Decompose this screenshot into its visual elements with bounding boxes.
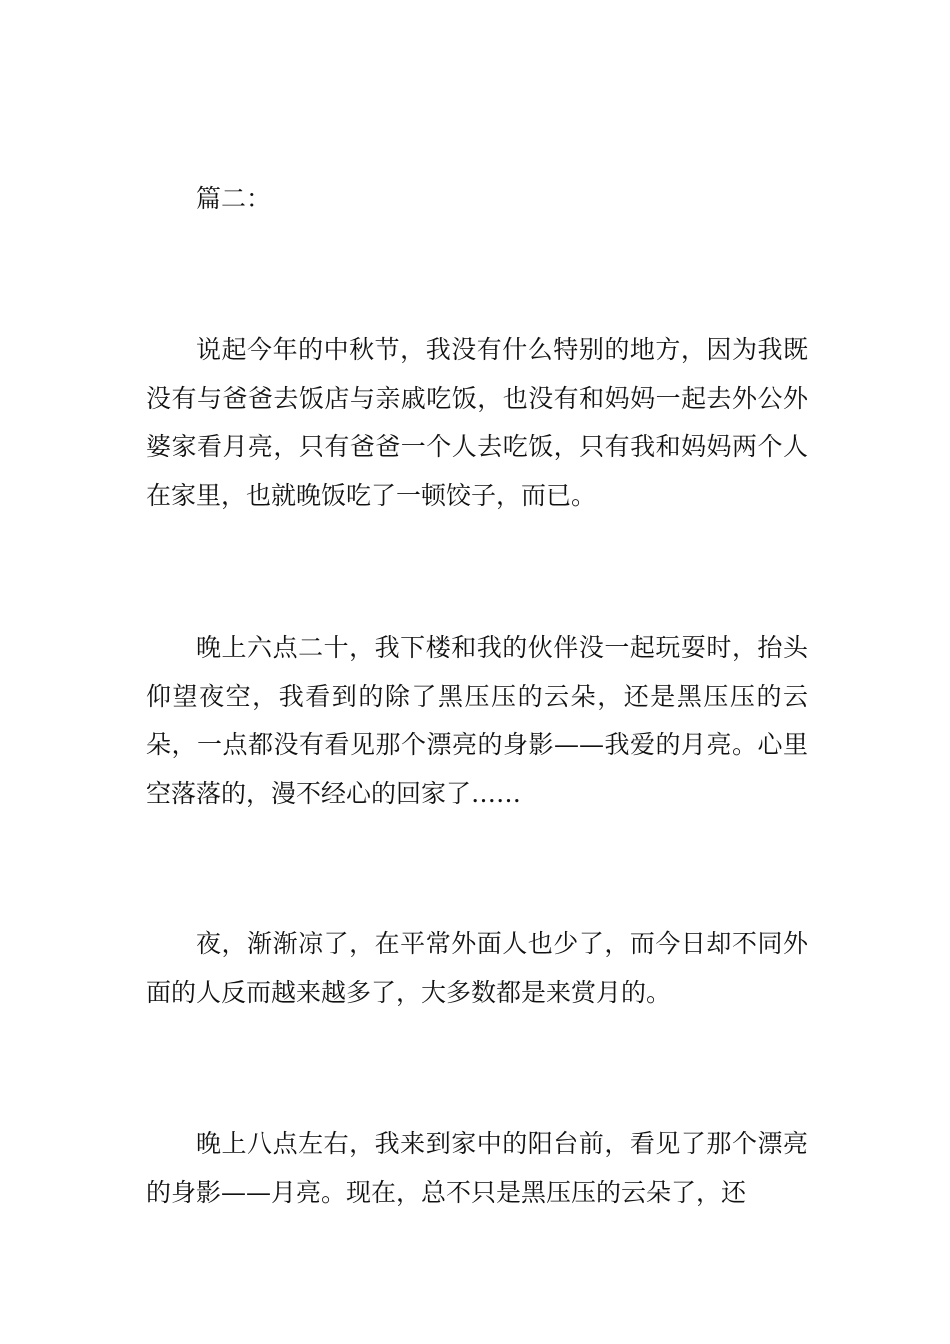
paragraph-3: 夜，渐渐凉了，在平常外面人也少了，而今日却不同外面的人反而越来越多了，大多数都是来赏月的。 [146,929,808,1007]
section-heading: 篇二： [196,184,272,213]
paragraph-2: 晚上六点二十，我下楼和我的伙伴没一起玩耍时，抬头仰望夜空，我看到的除了黑压压的云朵，还是黑压压的云朵，一点都没有看见那个漂亮的身影——我爱的月亮。心里空落落的，漫不经心的回家了…… [146,633,808,808]
paragraph-1: 说起今年的中秋节，我没有什么特别的地方，因为我既没有与爸爸去饭店与亲戚吃饭，也没有和妈妈一起去外公外婆家看月亮，只有爸爸一个人去吃饭，只有我和妈妈两个人在家里，也就晚饭吃了一顿饺子，而已。 [146,335,808,510]
paragraph-4: 晚上八点左右，我来到家中的阳台前，看见了那个漂亮的身影——月亮。现在，总不只是黑压压的云朵了，还 [146,1129,808,1207]
